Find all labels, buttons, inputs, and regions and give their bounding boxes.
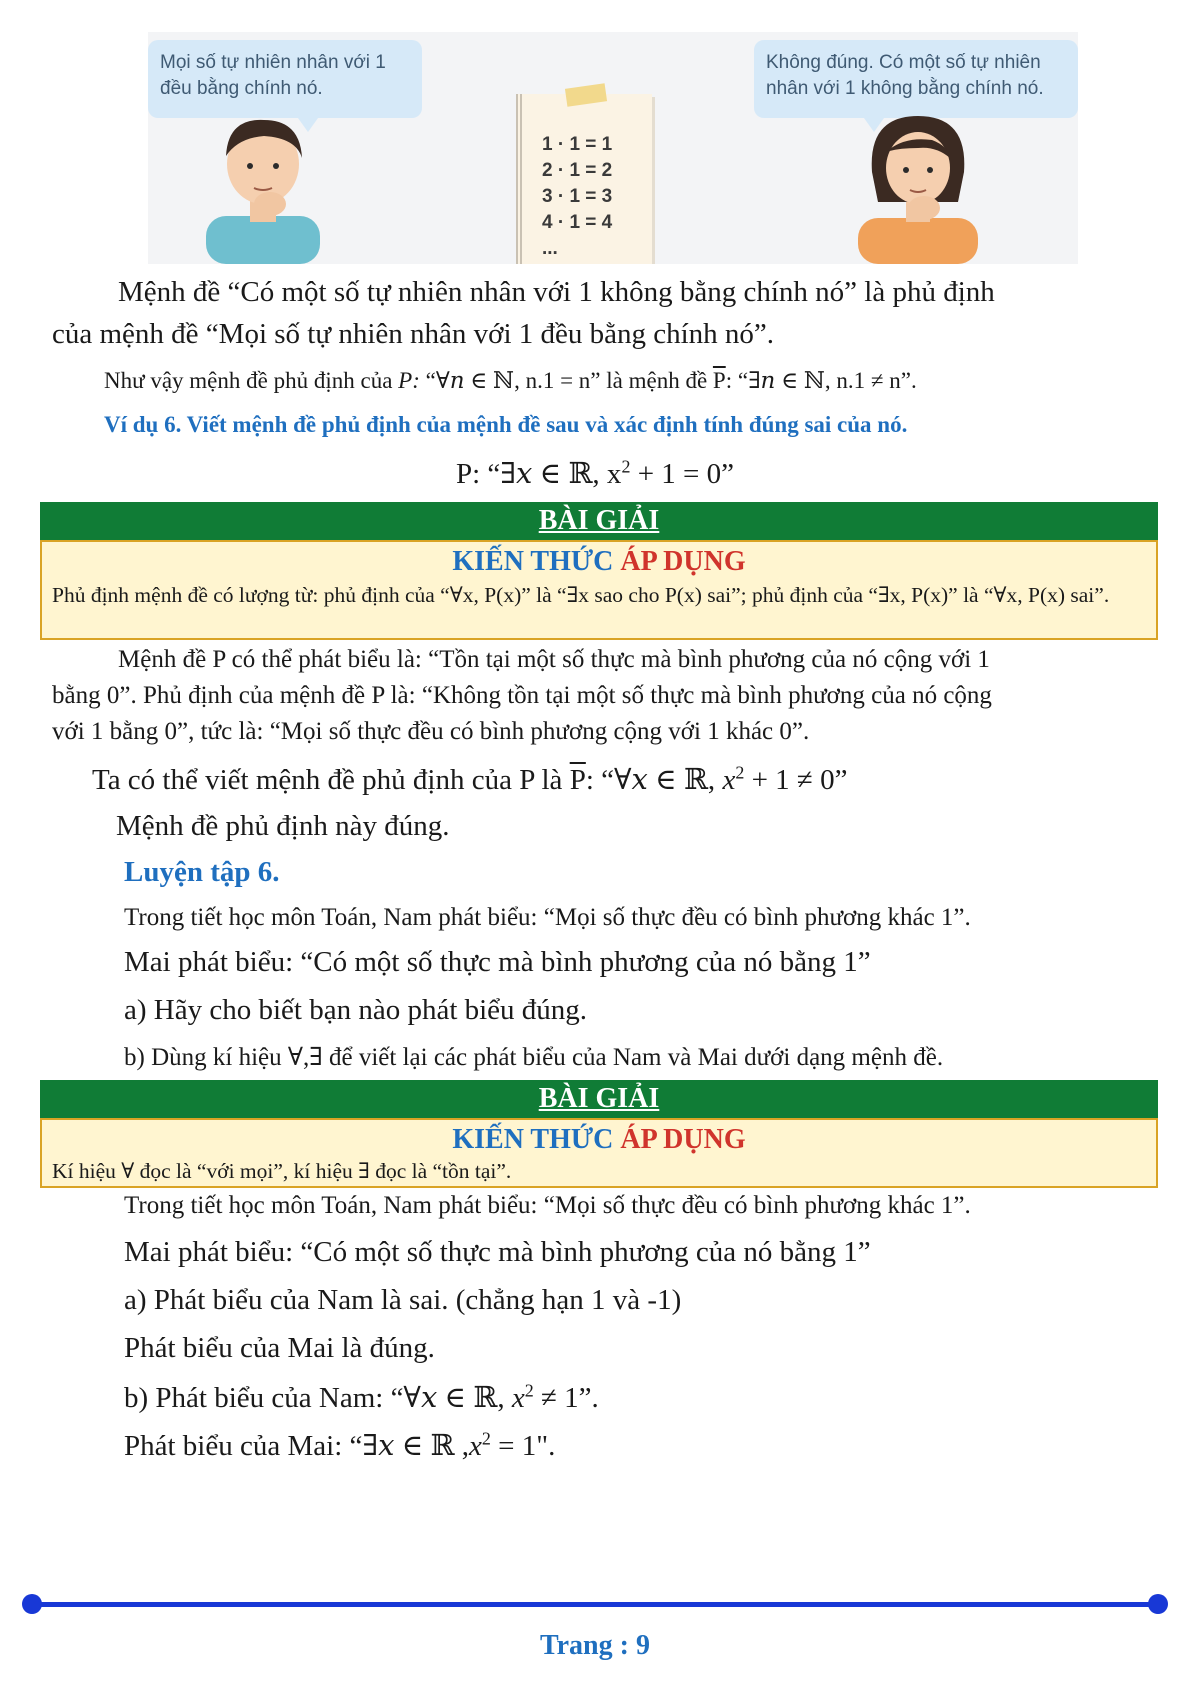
knowledge-box	[40, 540, 1158, 640]
example-formula: P: “∃𝑥 ∈ ℝ, $x^2 + 1 = 0$”	[455, 456, 735, 490]
solution-title-bar: BÀI GIẢI	[40, 1080, 1158, 1118]
girl-illustration-icon	[848, 106, 988, 264]
conclusion: Mệnh đề phủ định này đúng.	[116, 810, 450, 842]
illustration	[148, 32, 1078, 264]
footer-divider	[30, 1602, 1158, 1607]
answer-line: Phát biểu của Mai: “∃𝑥 ∈ ℝ $,x^2 = 1$".	[124, 1428, 556, 1462]
solution-paragraph-line: Mệnh đề P có thể phát biểu là: “Tồn tại một số thực mà bình phương của nó cộng với 1	[118, 646, 990, 673]
practice-question: Mai phát biểu: “Có một số thực mà bình phương của nó bằng 1”	[124, 946, 871, 978]
card-line: ...	[542, 238, 558, 259]
footer-dot-left	[22, 1594, 42, 1614]
answer-line: Mai phát biểu: “Có một số thực mà bình phương của nó bằng 1”	[124, 1236, 871, 1268]
negation-statement: Như vậy mệnh đề phủ định của P: “∀𝑛 ∈ ℕ, n.1 = n” là mệnh đề $\overline{P}$: “∃𝑛 ∈ ℕ, n.1 ≠ n”.	[104, 368, 917, 393]
practice-heading: Luyện tập 6.	[124, 856, 280, 888]
card-line: 1 · 1 = 1	[542, 134, 613, 155]
answer-line: Trong tiết học môn Toán, Nam phát biểu: “Mọi số thực đều có bình phương khác 1”.	[124, 1192, 971, 1219]
intro-paragraph-line: của mệnh đề “Mọi số tự nhiên nhân với 1 đều bằng chính nó”.	[52, 318, 775, 350]
card-line: 2 · 1 = 2	[542, 160, 613, 181]
answer-line: a) Phát biểu của Nam là sai. (chẳng hạn 1 và -1)	[124, 1284, 682, 1316]
practice-question-a: a) Hãy cho biết bạn nào phát biểu đúng.	[124, 994, 588, 1026]
footer-dot-right	[1148, 1594, 1168, 1614]
speech-bubble-boy: Mọi số tự nhiên nhân với 1 đều bằng chính nó.	[148, 40, 422, 118]
solution-title-bar: BÀI GIẢI	[40, 502, 1158, 540]
multiplication-card	[516, 94, 652, 264]
knowledge-box-text: Kí hiệu ∀ đọc là “với mọi”, kí hiệu ∃ đọc là “tồn tại”.	[52, 1159, 512, 1183]
solution-paragraph-line: bằng 0”. Phủ định của mệnh đề P là: “Không tồn tại một số thực mà bình phương của nó cộng	[52, 682, 992, 709]
knowledge-box-text: Phủ định mệnh đề có lượng từ: phủ định của “∀x, P(x)” là “∃x sao cho P(x) sai”; phủ định của “∃x, P(x)” là “∀x, P(x) sai”.	[52, 583, 1110, 607]
tape-decoration	[565, 83, 607, 106]
solution-paragraph-line: với 1 bằng 0”, tức là: “Mọi số thực đều có bình phương cộng với 1 khác 0”.	[52, 718, 810, 745]
knowledge-box-title: KIẾN THỨC ÁP DỤNG	[452, 546, 746, 577]
answer-line: Phát biểu của Mai là đúng.	[124, 1332, 435, 1364]
example-heading: Ví dụ 6. Viết mệnh đề phủ định của mệnh đề sau và xác định tính đúng sai của nó.	[104, 412, 908, 437]
practice-question-b: b) Dùng kí hiệu ∀,∃ để viết lại các phát biểu của Nam và Mai dưới dạng mệnh đề.	[124, 1044, 944, 1071]
knowledge-box-title: KIẾN THỨC ÁP DỤNG	[452, 1124, 746, 1155]
card-line: 4 · 1 = 4	[542, 212, 613, 233]
practice-question: Trong tiết học môn Toán, Nam phát biểu: “Mọi số thực đều có bình phương khác 1”.	[124, 904, 971, 931]
card-line: 3 · 1 = 3	[542, 186, 613, 207]
answer-line: b) Phát biểu của Nam: “∀𝑥 ∈ ℝ, $x^2 \ne 1$”.	[124, 1380, 599, 1414]
intro-paragraph-line: Mệnh đề “Có một số tự nhiên nhân với 1 không bằng chính nó” là phủ định	[118, 276, 995, 308]
speech-bubble-girl: Không đúng. Có một số tự nhiên nhân với 1 không bằng chính nó.	[754, 40, 1078, 118]
knowledge-box	[40, 1118, 1158, 1188]
negation-formula: Ta có thể viết mệnh đề phủ định của P là $\overline{P}$: “∀𝑥 ∈ ℝ, $x^2 + 1 \ne 0$”	[92, 762, 848, 796]
page-number: Trang : 9	[540, 1630, 650, 1661]
boy-illustration-icon	[198, 104, 328, 264]
